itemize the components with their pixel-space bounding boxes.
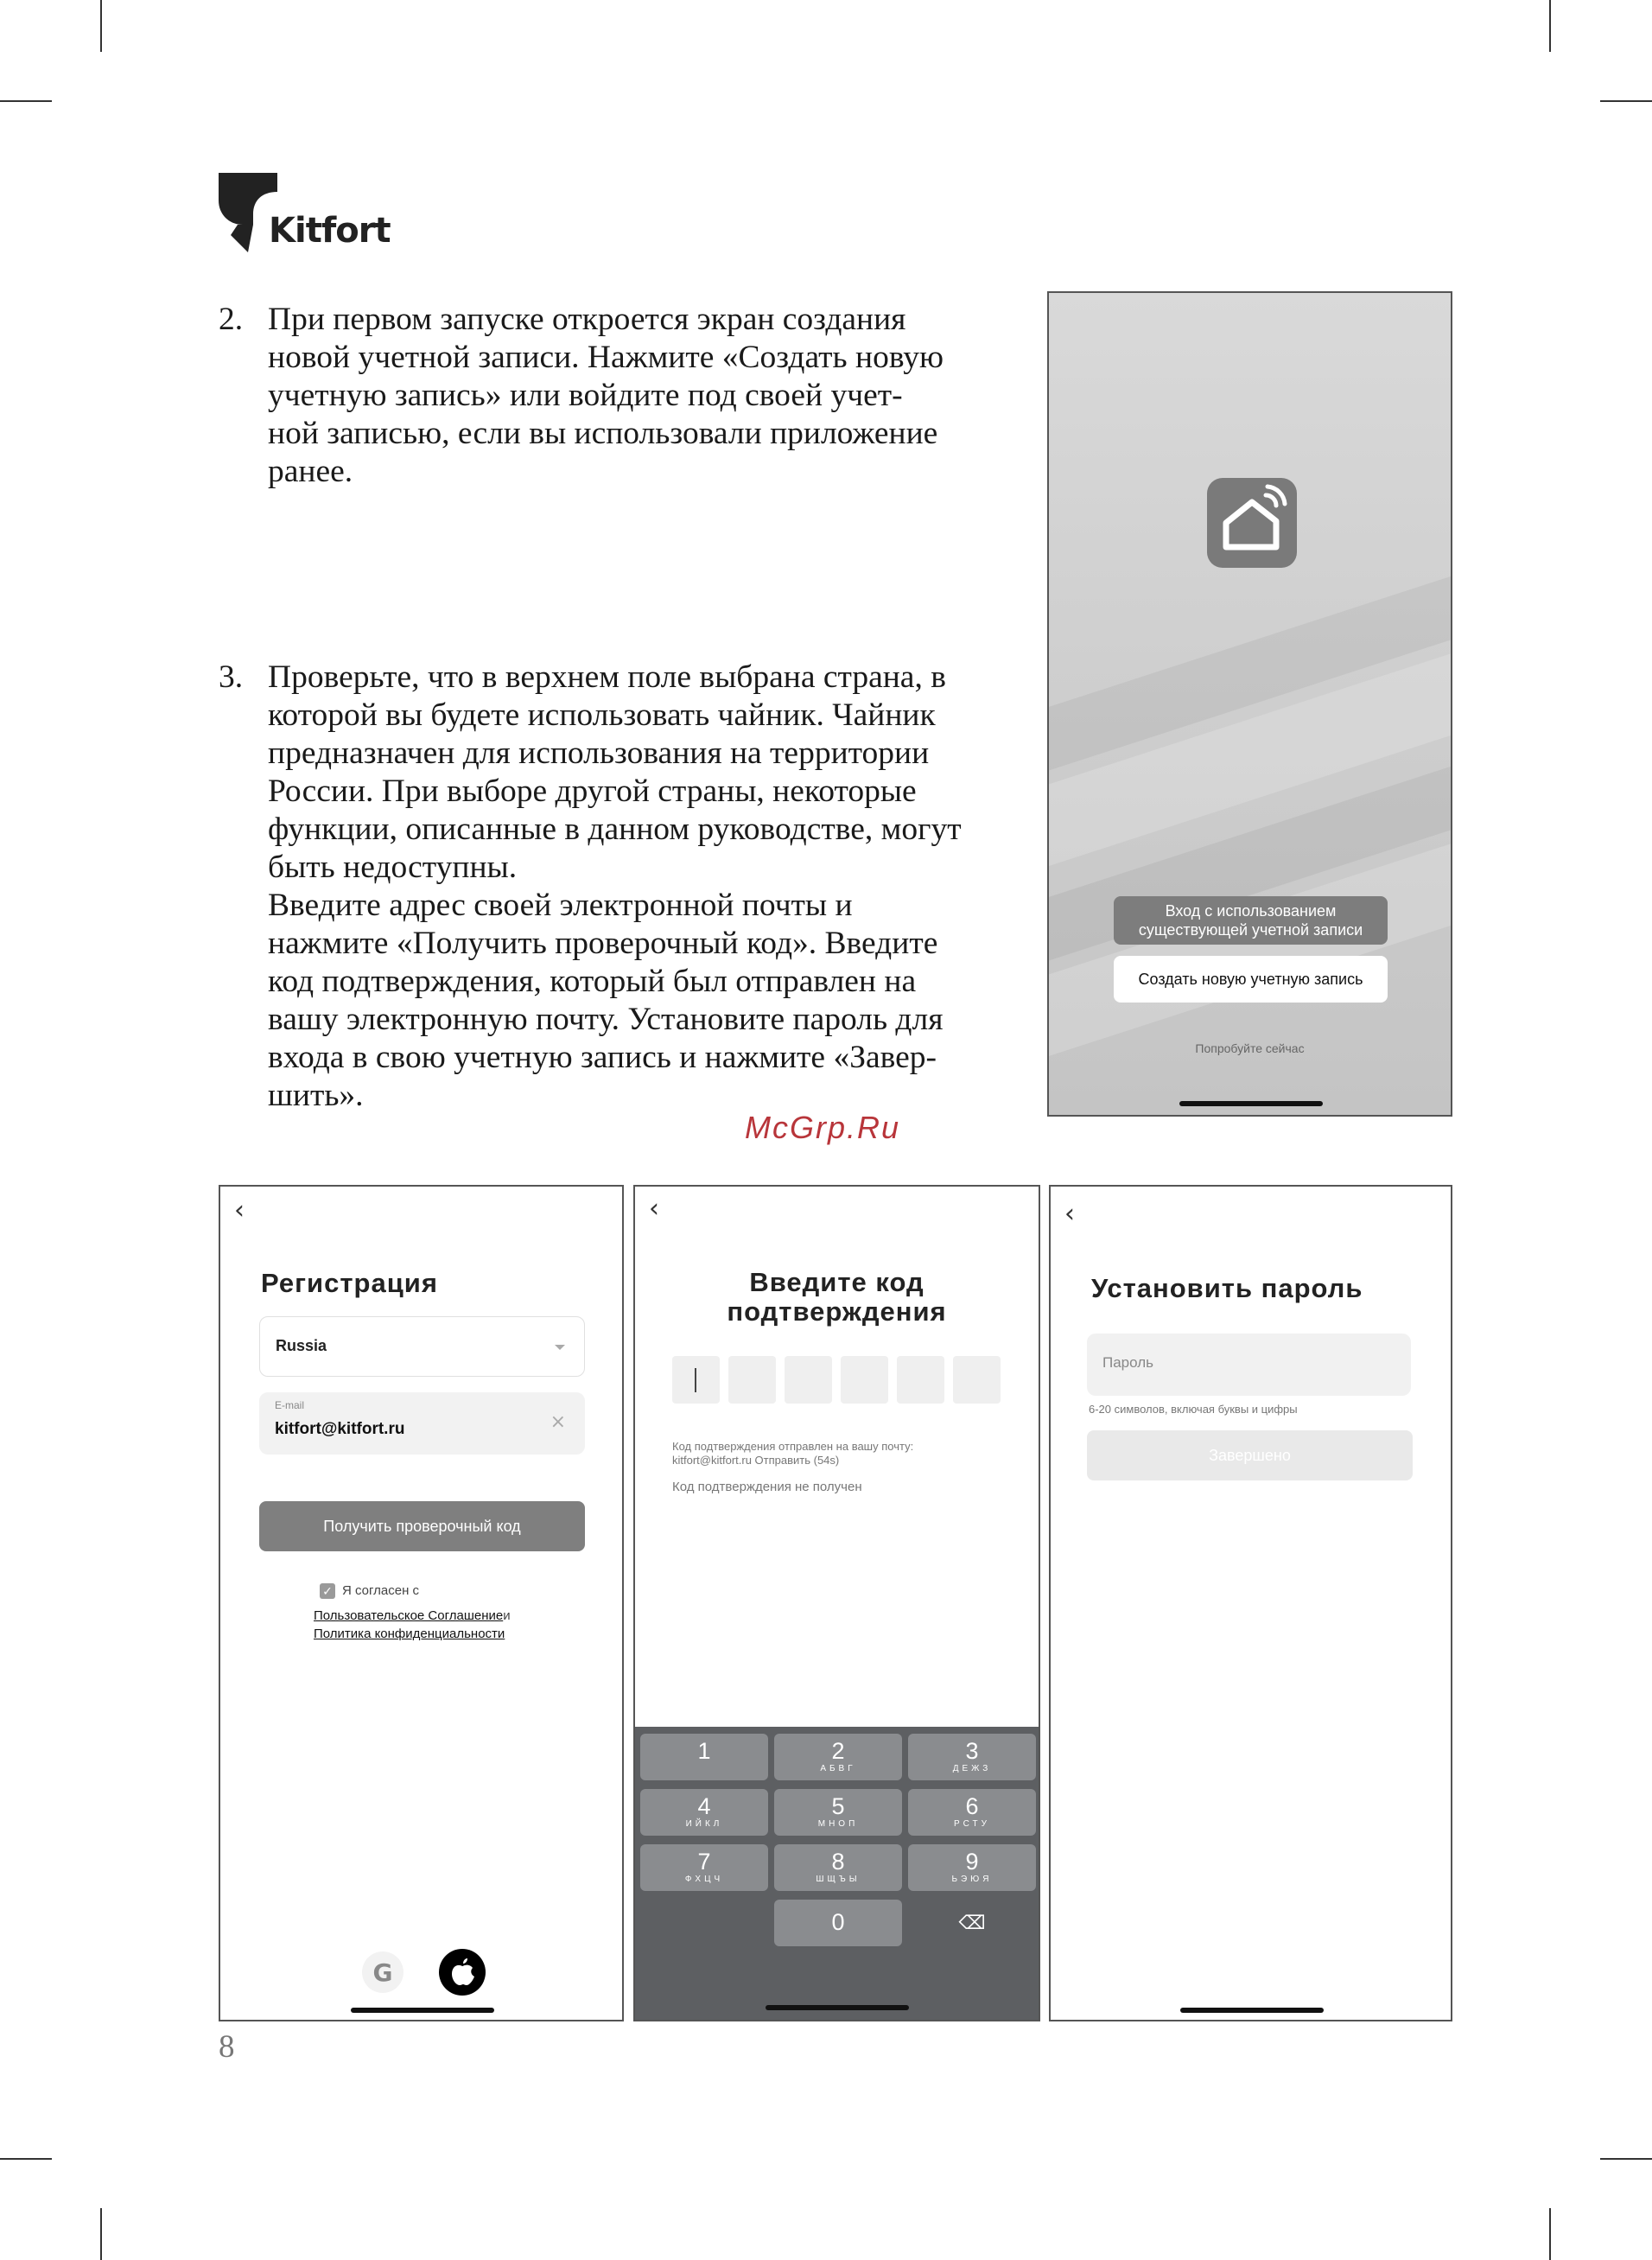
text-line: России. При выборе другой страны, некоторые — [268, 773, 917, 809]
text-line: ной записью, если вы использовали приложение — [268, 416, 938, 451]
text-line: Проверьте, что в верхнем поле выбрана страна, в — [268, 659, 946, 695]
clear-icon[interactable]: × — [550, 1411, 566, 1433]
key-7[interactable]: 7 ФХЦЧ — [640, 1844, 768, 1891]
agreement-links — [314, 1607, 511, 1643]
step-number: 3. — [219, 659, 244, 695]
google-icon: G — [372, 1958, 393, 1987]
code-not-received-link[interactable]: Код подтверждения не получен — [672, 1480, 862, 1494]
page-number: 8 — [219, 2029, 235, 2065]
country-select[interactable] — [259, 1316, 585, 1377]
code-cell[interactable] — [841, 1356, 888, 1404]
home-indicator — [766, 2005, 909, 2010]
step-text — [268, 301, 1001, 491]
backspace-icon[interactable]: ⌫ — [958, 1912, 986, 1934]
crop-mark — [1549, 0, 1551, 52]
text-line: функции, описанные в данном руководстве, могут — [268, 812, 962, 847]
email-value: kitfort@kitfort.ru — [275, 1420, 405, 1438]
done-button[interactable]: Завершено — [1087, 1430, 1413, 1480]
country-value: Russia — [276, 1337, 327, 1354]
text-line: нажмите «Получить проверочный код». Введите — [268, 926, 938, 961]
text-line: код подтверждения, который был отправлен на — [268, 964, 917, 999]
logo-text: Kitfort — [269, 211, 391, 251]
agree-text: Я согласен с — [342, 1583, 420, 1598]
text-cursor — [695, 1368, 696, 1392]
crop-mark — [0, 100, 52, 102]
title-line: подтверждения — [727, 1296, 947, 1327]
back-icon[interactable]: ‹ — [1064, 1199, 1075, 1229]
crop-mark — [1600, 100, 1652, 102]
page-title — [635, 1268, 1039, 1327]
info-line: Код подтверждения отправлен на вашу почту: — [672, 1440, 914, 1453]
key-6[interactable]: 6 РСТУ — [908, 1789, 1036, 1836]
password-placeholder: Пароль — [1102, 1354, 1153, 1371]
home-indicator — [351, 2008, 494, 2013]
back-icon[interactable]: ‹ — [649, 1194, 659, 1224]
key-8[interactable]: 8 ШЩЪЫ — [774, 1844, 902, 1891]
privacy-link[interactable]: Политика конфиденциальности — [314, 1627, 505, 1641]
code-cell[interactable] — [728, 1356, 776, 1404]
verification-screen — [633, 1185, 1040, 2021]
code-cell[interactable] — [672, 1356, 720, 1404]
password-field[interactable] — [1087, 1334, 1411, 1396]
crop-mark — [0, 2158, 52, 2160]
text-line: новой учетной записи. Нажмите «Создать новую — [268, 340, 944, 375]
page-title: Установить пароль — [1091, 1273, 1363, 1303]
info-line: kitfort@kitfort.ru Отправить (54s) — [672, 1454, 840, 1467]
splash-screen — [1047, 291, 1452, 1117]
and-text: и — [503, 1608, 511, 1623]
text-line: При первом запуске откроется экран создания — [268, 302, 906, 337]
code-cell[interactable] — [897, 1356, 944, 1404]
text-line: которой вы будете использовать чайник. Чайник — [268, 697, 936, 733]
numeric-keypad — [635, 1727, 1039, 2021]
text-line: шить». — [268, 1078, 364, 1113]
page-title: Регистрация — [261, 1268, 438, 1298]
create-account-button[interactable]: Создать новую учетную запись — [1114, 956, 1388, 1003]
text-line: быть недоступны. — [268, 850, 518, 885]
set-password-screen — [1049, 1185, 1452, 2021]
get-code-button[interactable]: Получить проверочный код — [259, 1501, 585, 1551]
key-2[interactable]: 2 АБВГ — [774, 1734, 902, 1780]
crop-mark — [1549, 2208, 1551, 2260]
key-3[interactable]: 3 ДЕЖЗ — [908, 1734, 1036, 1780]
apple-login-button[interactable] — [439, 1949, 486, 1996]
key-9[interactable]: 9 ЬЭЮЯ — [908, 1844, 1036, 1891]
key-5[interactable]: 5 МНОП — [774, 1789, 902, 1836]
key-0[interactable]: 0 — [774, 1900, 902, 1946]
email-label: E-mail — [275, 1399, 305, 1411]
smart-home-icon — [1207, 478, 1297, 568]
apple-icon — [439, 1949, 486, 1996]
password-hint: 6-20 символов, включая буквы и цифры — [1089, 1403, 1298, 1416]
agreement-link[interactable]: Пользовательское Соглашение — [314, 1608, 504, 1623]
crop-mark — [100, 0, 102, 52]
code-cell[interactable] — [785, 1356, 832, 1404]
text-line: Введите адрес своей электронной почты и — [268, 888, 853, 923]
google-login-button[interactable] — [362, 1951, 403, 1993]
registration-screen — [219, 1185, 624, 2021]
app-icon[interactable] — [1207, 478, 1297, 568]
crop-mark — [100, 2208, 102, 2260]
text-line: входа в свою учетную запись и нажмите «Завер- — [268, 1040, 937, 1075]
crop-mark — [1600, 2158, 1652, 2160]
code-sent-info — [672, 1440, 913, 1467]
text-line: вашу электронную почту. Установите пароль для — [268, 1002, 944, 1037]
step-number: 2. — [219, 302, 244, 337]
home-indicator — [1179, 1101, 1323, 1106]
text-line: ранее. — [268, 454, 353, 489]
text-line: предназначен для использования на территории — [268, 735, 930, 771]
step-text — [268, 659, 1001, 1115]
key-1[interactable]: 1 — [640, 1734, 768, 1780]
watermark: McGrp.Ru — [745, 1110, 901, 1145]
title-line: Введите код — [749, 1267, 924, 1297]
chevron-down-icon — [555, 1345, 565, 1350]
back-icon[interactable]: ‹ — [234, 1195, 245, 1225]
agree-checkbox[interactable]: ✓ — [320, 1583, 335, 1599]
home-indicator — [1180, 2008, 1324, 2013]
email-field[interactable] — [259, 1392, 585, 1455]
text-line: учетную запись» или войдите под своей учет- — [268, 378, 903, 413]
code-cell[interactable] — [953, 1356, 1001, 1404]
key-4[interactable]: 4 ИЙКЛ — [640, 1789, 768, 1836]
try-now-link[interactable]: Попробуйте сейчас — [1195, 1041, 1305, 1055]
login-existing-account-button[interactable]: Вход с использованием существующей учетной записи — [1114, 896, 1388, 945]
